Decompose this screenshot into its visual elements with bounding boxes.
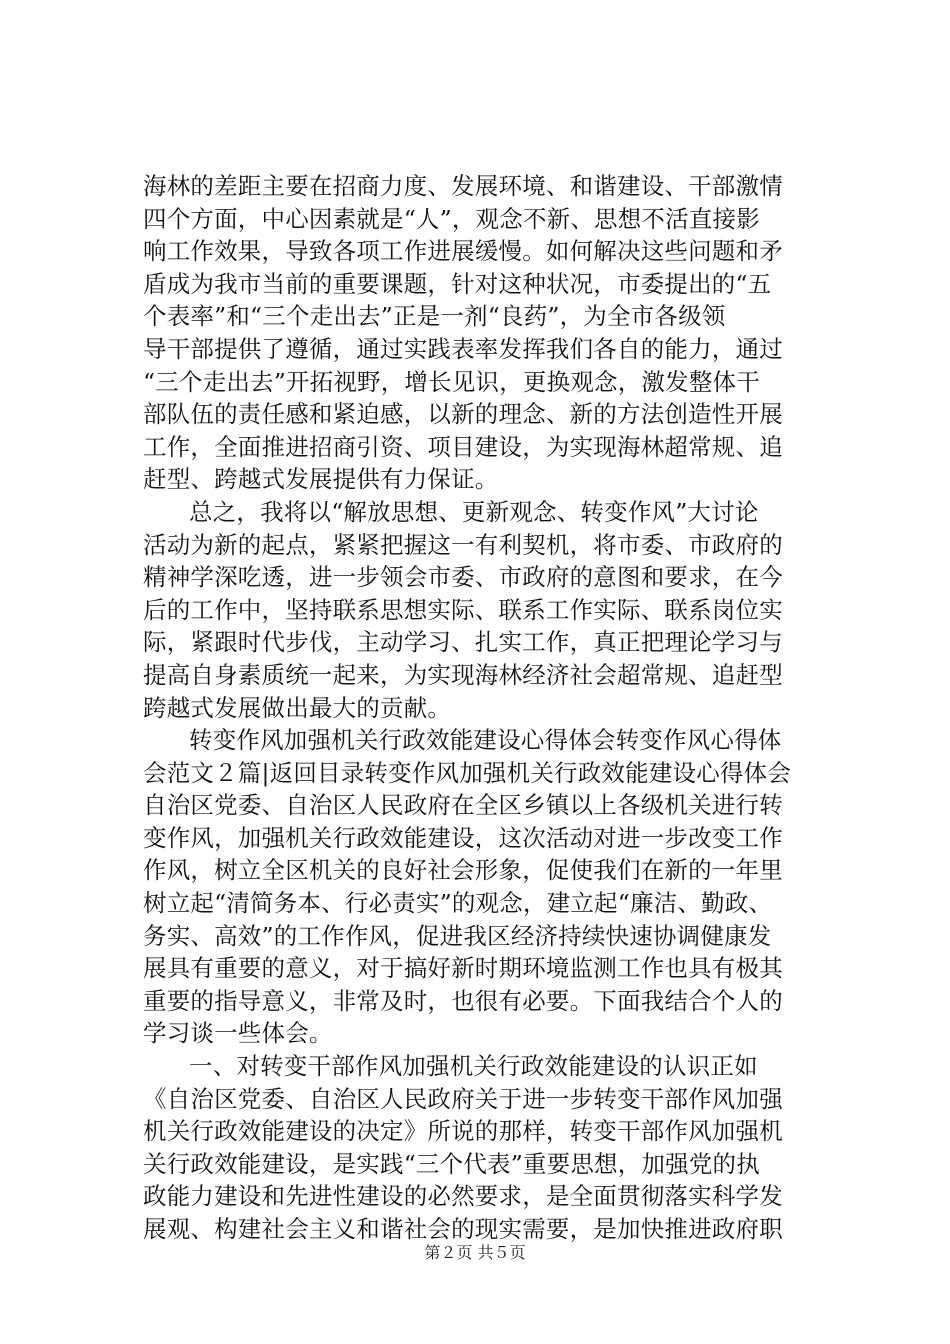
- text-line: 机关行政效能建设的决定》所说的那样，转变干部作风加强机: [143, 1117, 783, 1146]
- text-line: 总之，我将以“解放思想、更新观念、转变作风”大讨论: [189, 497, 759, 526]
- text-line: 展具有重要的意义，对于搞好新时期环境监测工作也具有极其: [143, 954, 783, 983]
- text-line: “三个走出去”开拓视野，增长见识，更换观念，激发整体干: [143, 367, 760, 396]
- text-line: 务实、高效”的工作作风，促进我区经济持续快速协调健康发: [143, 921, 772, 950]
- text-line: 重要的指导意义，非常及时，也很有必要。下面我结合个人的: [143, 986, 783, 1015]
- text-line: 赶型、跨越式发展提供有力保证。: [143, 465, 499, 494]
- text-line: 际，紧跟时代步伐，主动学习、扎实工作，真正把理论学习与: [143, 628, 783, 657]
- text-line: 转变作风加强机关行政效能建设心得体会转变作风心得体: [189, 726, 782, 755]
- text-line: 盾成为我市当前的重要课题，针对这种状况，市委提出的“五: [143, 269, 772, 298]
- text-line: 会范文２篇|返回目录转变作风加强机关行政效能建设心得体会: [143, 758, 792, 787]
- text-line: 响工作效果，导致各项工作进展缓慢。如何解决这些问题和矛: [143, 237, 783, 266]
- text-line: 提高自身素质统一起来，为实现海林经济社会超常规、追赶型: [143, 660, 783, 689]
- text-line: 关行政效能建设，是实践“三个代表”重要思想，加强党的执: [143, 1149, 760, 1178]
- text-line: 自治区党委、自治区人民政府在全区乡镇以上各级机关进行转: [143, 791, 783, 820]
- text-line: 精神学深吃透，进一步领会市委、市政府的意图和要求，在今: [143, 563, 783, 592]
- text-line: 作风，树立全区机关的良好社会形象，促使我们在新的一年里: [143, 856, 783, 885]
- text-line: 后的工作中，坚持联系思想实际、联系工作实际、联系岗位实: [143, 595, 783, 624]
- text-line: 树立起“清简务本、行必责实”的观念，建立起“廉洁、勤政、: [143, 889, 773, 918]
- paragraph: [143, 496, 809, 724]
- text-line: 展观、构建社会主义和谐社会的现实需要，是加快推进政府职: [143, 1215, 783, 1243]
- paragraph: [143, 170, 809, 496]
- document-body: [143, 170, 809, 1246]
- text-line: 个表率”和“三个走出去”正是一剂“良药”，为全市各级领: [143, 302, 726, 331]
- paragraph: [143, 724, 809, 1050]
- text-line: 《自治区党委、自治区人民政府关于进一步转变干部作风加强: [143, 1084, 783, 1113]
- text-line: 变作风，加强机关行政效能建设，这次活动对进一步改变工作: [143, 823, 783, 852]
- text-line: 学习谈一些体会。: [143, 1019, 333, 1048]
- paragraph: [143, 1050, 809, 1246]
- text-line: 四个方面，中心因素就是“人”，观念不新、思想不活直接影: [143, 204, 760, 233]
- text-line: 导干部提供了遵循，通过实践表率发挥我们各自的能力，通过: [143, 334, 783, 363]
- text-line: 一、对转变干部作风加强机关行政效能建设的认识正如: [189, 1052, 758, 1081]
- text-line: 海林的差距主要在招商力度、发展环境、和谐建设、干部激情: [143, 172, 783, 200]
- page-footer: 第２页 共５页: [424, 1243, 526, 1262]
- text-line: 政能力建设和先进性建设的必然要求，是全面贯彻落实科学发: [143, 1182, 783, 1211]
- text-line: 工作，全面推进招商引资、项目建设，为实现海林超常规、追: [143, 432, 783, 461]
- text-line: 部队伍的责任感和紧迫感，以新的理念、新的方法创造性开展: [143, 400, 783, 429]
- text-line: 跨越式发展做出最大的贡献。: [143, 693, 452, 722]
- text-line: 活动为新的起点，紧紧把握这一有利契机，将市委、市政府的: [143, 530, 783, 559]
